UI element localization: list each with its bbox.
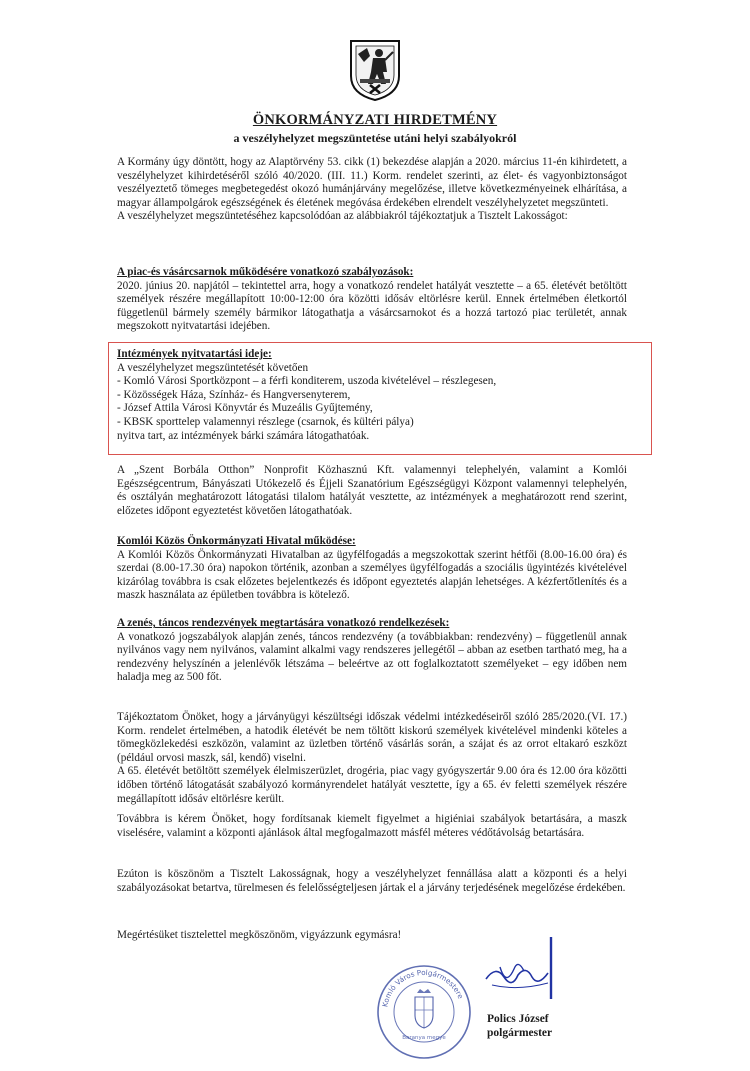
institutions-line: - Komló Városi Sportközpont – a férfi konditerem, uszoda kivételével – részlegesen,	[117, 375, 497, 388]
market-text: 2020. június 20. napjától – tekintettel arra, hogy a vonatkozó rendelet hatályát vesztette – a 65. életévét betöltött személyek részére megállapított 10:00-12:00 óra közötti idősáv eltörlésre kerül. Ennek értelmében életkortól függetlenül bármely személy bármikor látogathatja a vásárcsarnokot és a hozzá tartozó piac területét, annak megszokott nyitvatartási idejében.	[117, 279, 627, 333]
info-paragraph: Tájékoztatom Önöket, hogy a járványügyi készültségi időszak védelmi intézkedéseiről szóló 285/2020.(VI. 17.) Korm. rendelet értelmében, a hatodik életévét be nem töltött kiskorú személyek kivételével mindenki köteles a tömegközlekedési eszközön, valamint az üzletben történő vásárlás során, a szájat és az orrot eltakaró eszközt (például orvosi maszk, sál, kendő) viselni.	[117, 711, 627, 764]
signer-role: polgármester	[487, 1027, 553, 1039]
office-section	[117, 535, 627, 603]
events-heading: A zenés, táncos rendezvények megtartására vonatkozó rendelkezések:	[117, 617, 450, 629]
institutions-line: - Közösségek Háza, Színház- és Hangversenyterem,	[117, 388, 351, 401]
market-heading: A piac-és vásárcsarnok működésére vonatkozó szabályozások:	[117, 266, 414, 278]
request-section	[117, 813, 627, 840]
info-section	[117, 711, 627, 806]
svg-text:Baranya megye: Baranya megye	[402, 1035, 446, 1041]
events-text: A vonatkozó jogszabályok alapján zenés, táncos rendezvény (a továbbiakban: rendezvény) – függetlenül annak nyilvános vagy nem nyilvános, valamint alkalmi vagy rendszeres jellegétől – abban az esetben tartható meg, ha a rendezvény helyszínén a jelenlévők létszáma – beleértve az ott foglalkoztatott személyeket – egy időben nem haladja meg az 500 főt.	[117, 630, 627, 684]
intro-line: A veszélyhelyzet megszüntetéséhez kapcsolódóan az alábbiakról tájékoztatjuk a Tisztelt Lakosságot:	[117, 210, 568, 223]
signature-block	[487, 1012, 552, 1040]
institutions-heading: Intézmények nyitvatartási ideje:	[117, 348, 272, 360]
signer-name: Polics József	[487, 1013, 549, 1025]
intro-section	[117, 156, 627, 224]
thanks-text: Ezúton is köszönöm a Tisztelt Lakosságnak, hogy a veszélyhelyzet fennállása alatt a központi és a helyi szabályozásokat betartva, türelmesen és felelősségteljesen jártak el a járvány terjedésének megelőzése érdekében.	[117, 868, 627, 894]
institutions-line: nyitva tart, az intézmények bárki számára látogathatóak.	[117, 429, 370, 442]
page-title: ÖNKORMÁNYZATI HIRDETMÉNY	[252, 112, 498, 128]
office-text: A Komlói Közös Önkormányzati Hivatalban az ügyfélfogadás a megszokottak szerint hétfői (8.00-16.00 óra) és szerdai (8.00-17.30 óra) napokon történik, azonban a személyes ügyfélfogadás a szociális ügyintézés kivételével kizárólag továbbra is csak előzetes bejelentkezés és időpont egyeztetés alapján lehetséges. A kézfertőtlenítés és a maszk használata az épületben továbbra is kötelező.	[117, 548, 627, 602]
coat-of-arms-icon	[348, 38, 402, 102]
care-text: A „Szent Borbála Otthon” Nonprofit Közhasznú Kft. valamennyi telephelyén, valamint a Komlói Egészségcentrum, Bányászati Utókezelő és Éjjeli Szanatórium Egészségügyi Központ valamennyi telephelyén, és osztályán meghatározott látogatási tilalom hatályát vesztette, az intézmények a meghatározott rend szerint, előzetes időpont egyeztetést követően látogathatóak.	[117, 464, 627, 517]
institutions-line: A veszélyhelyzet megszüntetését követően	[117, 361, 309, 374]
care-section	[117, 464, 627, 518]
thanks-section	[117, 868, 627, 895]
page-subtitle: a veszélyhelyzet megszüntetése utáni helyi szabályokról	[233, 131, 517, 145]
institutions-section	[117, 348, 627, 443]
svg-text:Komló Város Polgármestere: Komló Város Polgármestere	[380, 967, 466, 1008]
institutions-line: - KBSK sporttelep valamennyi részlege (csarnok, és kültéri pálya)	[117, 415, 414, 428]
info-paragraph: A 65. életévét betöltött személyek élelmiszerüzlet, drogéria, piac vagy gyógyszertár 9.00 óra és 12.00 óra közötti időben történő látogatását szabályozó kormányrendelet hatályát vesztette, így a 65. év feletti személyek részére megállapított idősáv eltörlésre került.	[117, 765, 627, 805]
institutions-line: - József Attila Városi Könyvtár és Muzeális Gyűjtemény,	[117, 402, 373, 415]
intro-paragraph: A Kormány úgy döntött, hogy az Alaptörvény 53. cikk (1) bekezdése alapján a 2020. március 11-én kihirdetett, a veszélyhelyzet kihirdetéséről szóló 40/2020. (III. 11.) Korm. rendelet szerinti, az élet- és vagyonbiztonságot veszélyeztető tömeges megbetegedést okozó humánjárvány megelőzése, illetve következményeinek elhárítása, a magyar állampolgárok egészségének és életének megóvása érdekében elrendelt veszélyhelyzetet megszünteti.	[117, 156, 627, 209]
closing-text: Megértésüket tisztelettel megköszönöm, vigyázzunk egymásra!	[117, 929, 402, 941]
request-text: Továbbra is kérem Önöket, hogy fordítsanak kiemelt figyelmet a higiéniai szabályok betartására, a maszk viselésére, valamint a központi ajánlások által megfogalmazott másfél méteres védőtávolság betartására.	[117, 813, 627, 839]
events-section	[117, 617, 627, 685]
market-section	[117, 266, 627, 334]
signature-icon	[478, 935, 568, 1007]
official-stamp-icon	[375, 963, 473, 1061]
office-heading: Komlói Közös Önkormányzati Hivatal működése:	[117, 535, 356, 547]
